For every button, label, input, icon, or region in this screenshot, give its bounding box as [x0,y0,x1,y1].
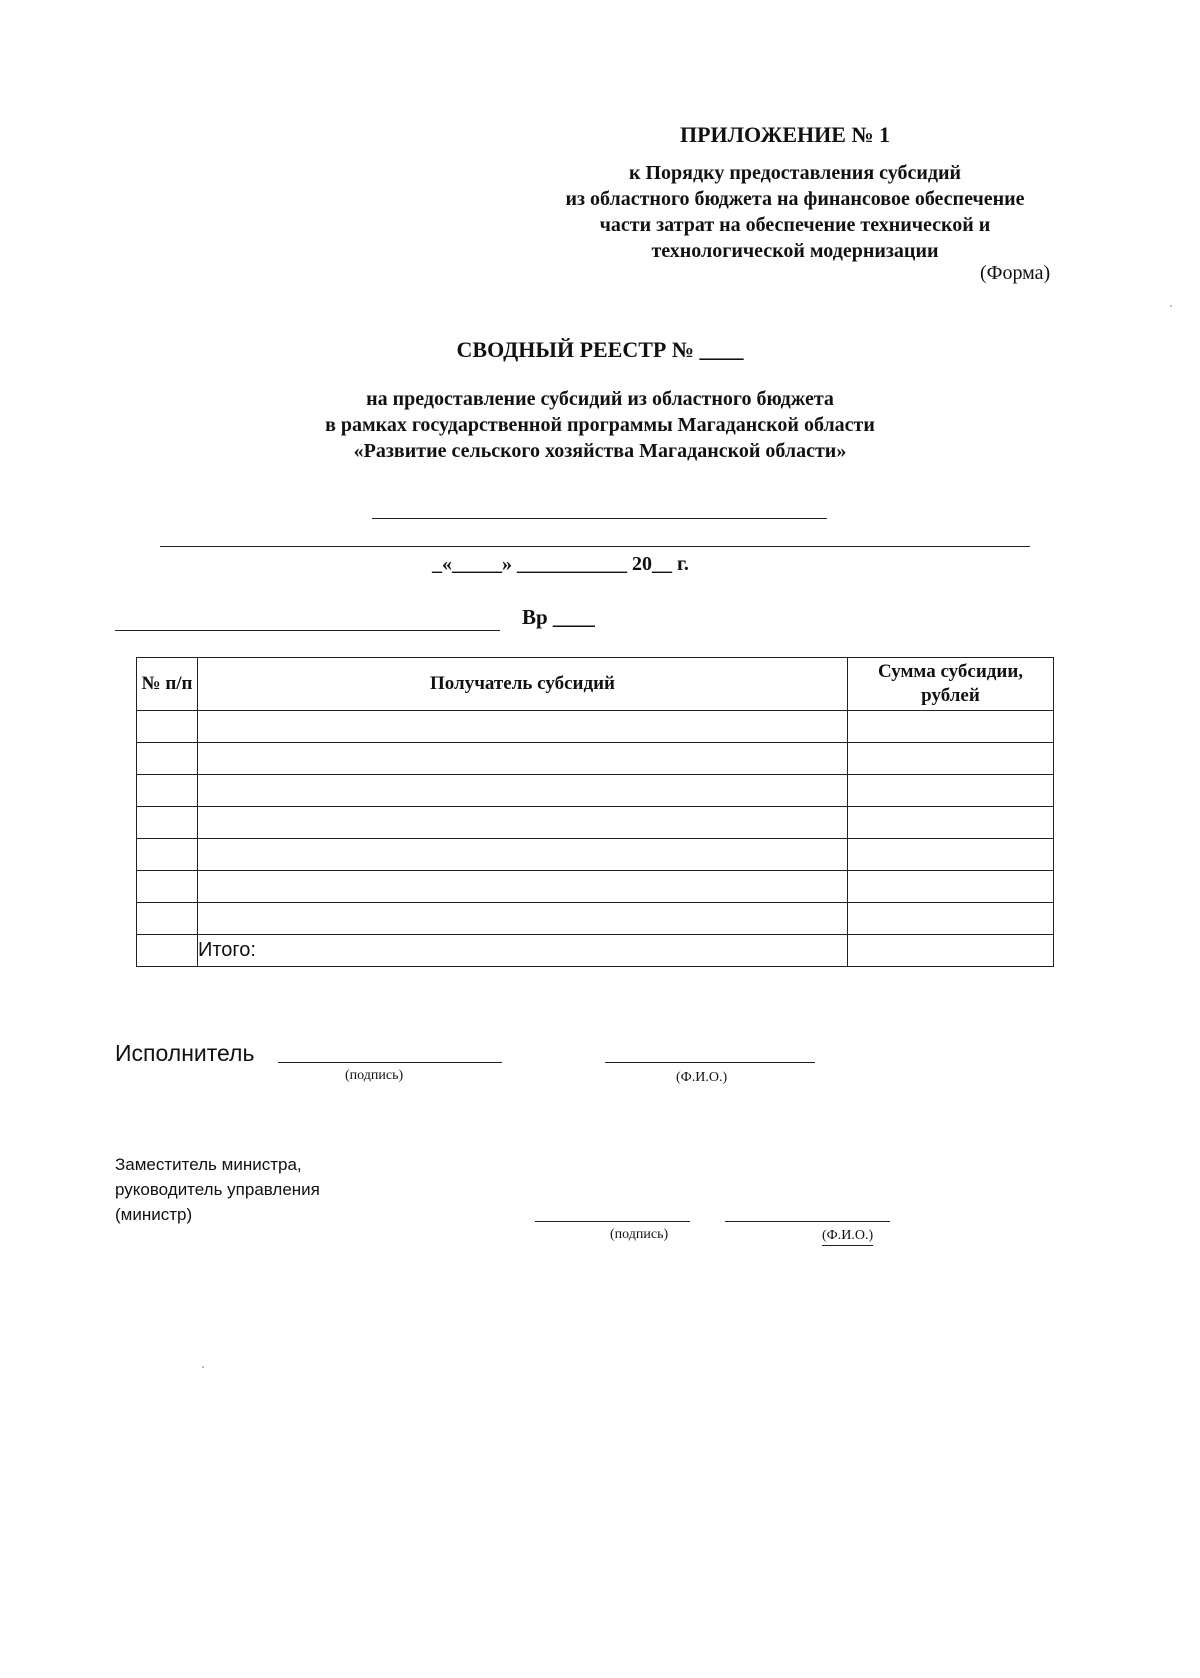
scan-speck [1170,305,1172,307]
scan-speck [202,1366,204,1368]
cell-recipient[interactable] [198,711,848,743]
cell-number[interactable] [137,871,198,903]
cell-amount[interactable] [848,743,1054,775]
table-total-row [137,935,1054,967]
header-recipient: Получатель субсидий [198,658,848,711]
subtitle-line: на предоставление субсидий из областного бюджета [366,388,834,410]
deputy-signature-line[interactable] [535,1221,690,1222]
cell-number [137,935,198,967]
cell-number[interactable] [137,775,198,807]
cell-recipient[interactable] [198,903,848,935]
appendix-line: к Порядку предоставления субсидий [628,162,962,184]
table-row [137,903,1054,935]
document-subtitle [150,386,1050,464]
cell-amount[interactable] [848,871,1054,903]
deputy-signature-caption: (подпись) [610,1227,669,1242]
appendix-line: технологической модернизации [651,240,939,262]
document-title: СВОДНЫЙ РЕЕСТР № ____ [456,337,744,362]
cell-recipient[interactable] [198,871,848,903]
appendix-line: части затрат на обеспечение технической и [599,214,991,236]
table-row [137,871,1054,903]
table-row [137,807,1054,839]
subtitle-line: в рамках государственной программы Магаданской области [325,414,875,436]
date-line[interactable]: _«_____» ___________ 20__ г. [432,553,689,575]
subtitle-line: «Развитие сельского хозяйства Магаданской области» [353,440,847,462]
executor-signature-caption: (подпись) [345,1068,404,1083]
executor-signature-line[interactable] [278,1062,502,1063]
header-number: № п/п [137,658,198,711]
executor-label: Исполнитель [115,1040,255,1066]
cell-amount[interactable] [848,807,1054,839]
form-label: (Форма) [980,262,1051,284]
deputy-line: (министр) [115,1205,193,1224]
cell-recipient[interactable] [198,839,848,871]
cell-amount[interactable] [848,775,1054,807]
cell-number[interactable] [137,839,198,871]
cell-total-amount[interactable] [848,935,1054,967]
cell-recipient[interactable] [198,743,848,775]
appendix-line: из областного бюджета на финансовое обеспечение [565,188,1025,210]
vr-label[interactable]: Вр ____ [522,605,595,629]
registry-table [136,657,1054,967]
deputy-line: руководитель управления [115,1180,320,1199]
blank-line-full-width[interactable] [160,546,1030,547]
deputy-title [115,1152,320,1227]
cell-recipient[interactable] [198,807,848,839]
deputy-name-caption: (Ф.И.О.) [822,1228,873,1246]
cell-number[interactable] [137,903,198,935]
cell-number[interactable] [137,711,198,743]
table-row [137,775,1054,807]
blank-line-organization[interactable] [372,518,827,519]
table-header-row [137,658,1054,711]
blank-line-left[interactable] [115,630,500,631]
cell-number[interactable] [137,743,198,775]
executor-name-line[interactable] [605,1062,815,1063]
cell-number[interactable] [137,807,198,839]
header-amount: Сумма субсидии, рублей [848,658,1054,711]
table-row [137,839,1054,871]
deputy-line: Заместитель министра, [115,1155,302,1174]
executor-name-caption: (Ф.И.О.) [676,1070,728,1085]
cell-amount[interactable] [848,839,1054,871]
appendix-subtitle [500,160,1090,264]
cell-recipient[interactable] [198,775,848,807]
cell-amount[interactable] [848,903,1054,935]
total-label: Итого: [198,935,848,967]
table-row [137,743,1054,775]
cell-amount[interactable] [848,711,1054,743]
deputy-name-line[interactable] [725,1221,890,1222]
table-row [137,711,1054,743]
